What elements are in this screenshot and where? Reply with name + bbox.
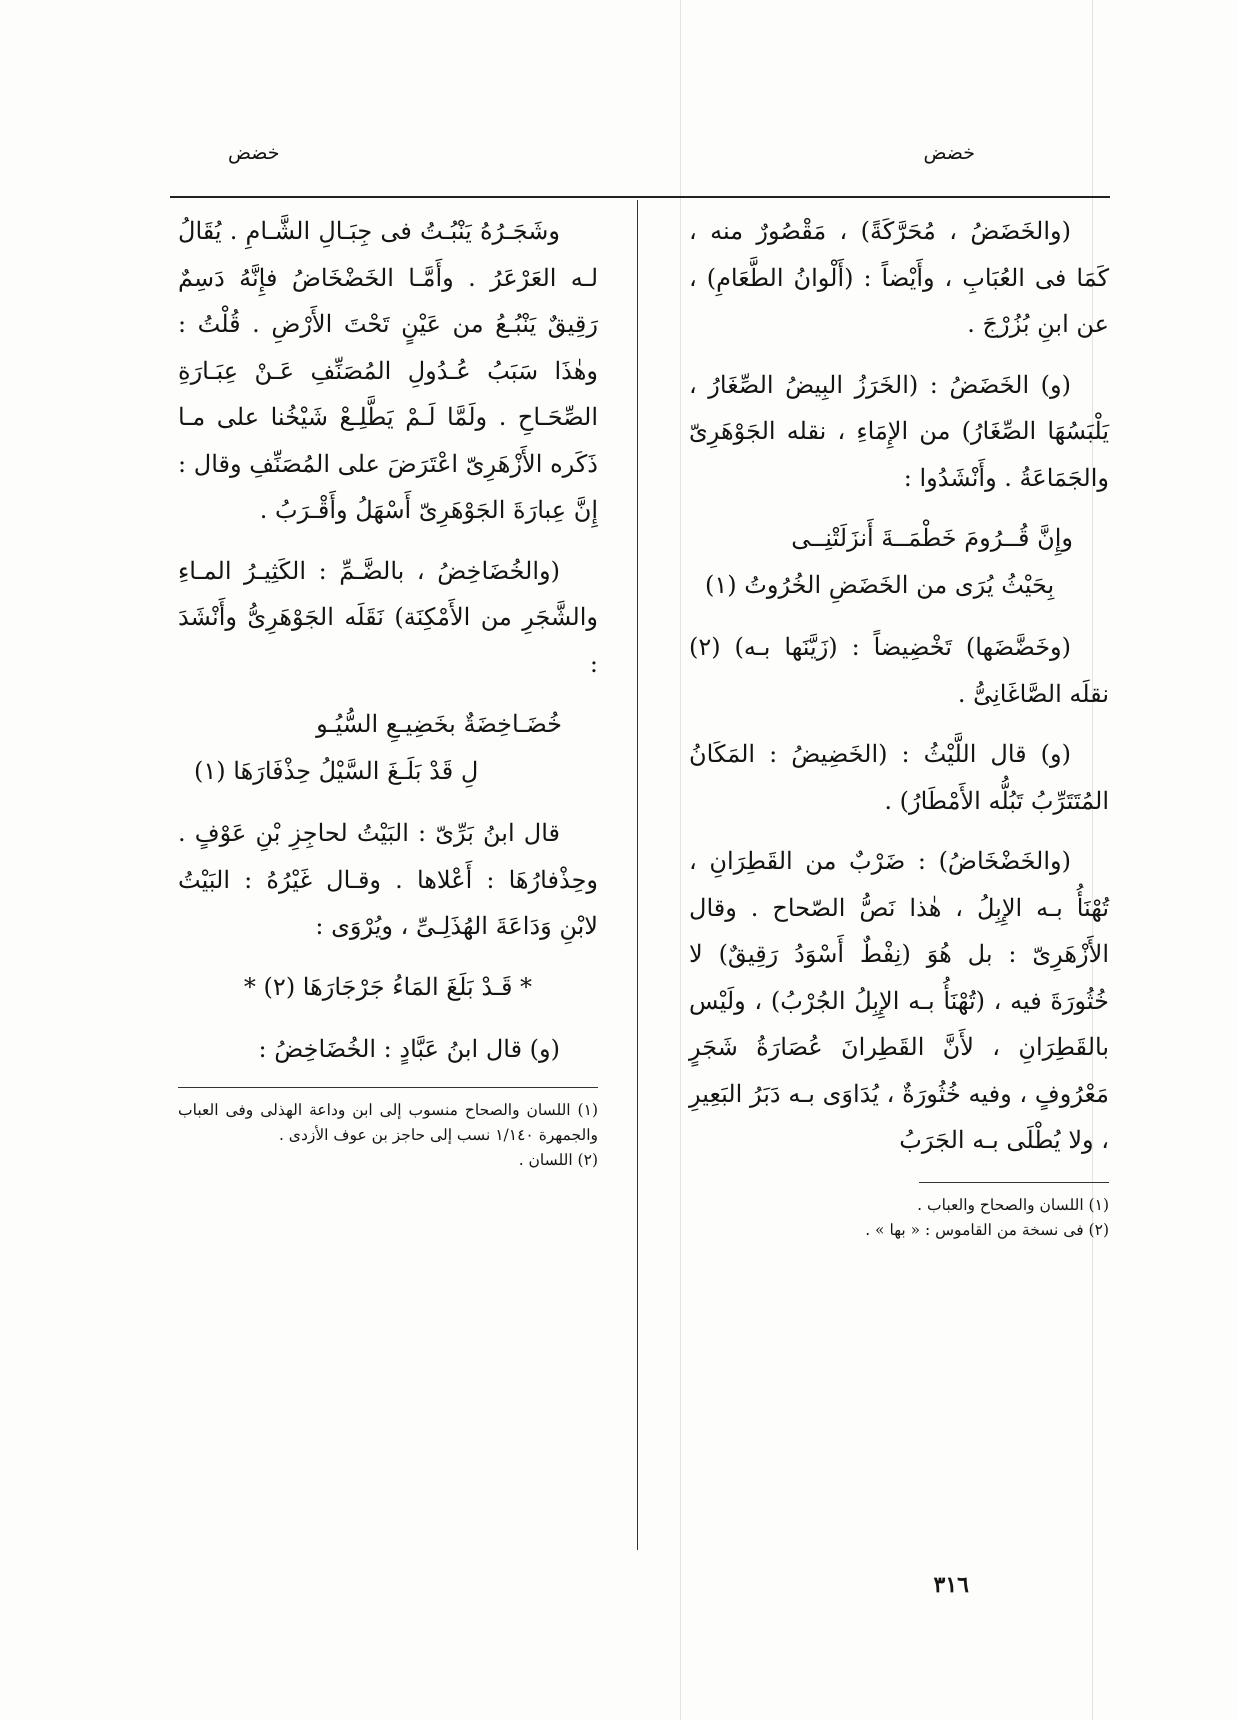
header-rule — [170, 196, 1110, 198]
entry-paragraph: (و) الخَضَضُ : (الخَرَزُ البِيضُ الصِّغَارُ ، يَلْبَسُهَا الصِّغَارُ) من الإِمَاءِ ، نقله الجَوْهَرِىّ والجَمَاعَةُ . وأَنْشَدُوا : — [689, 370, 1109, 492]
footnote: (٢) فى نسخة من القاموس : « بها » . — [865, 1220, 1109, 1239]
left-column — [178, 208, 598, 1173]
verse-second-half: بِحَيْثُ يُرَى من الخَضَضِ الخُرُوتُ (١) — [705, 570, 1055, 599]
verse-second-half: لِ قَدْ بَلَـغَ السَّيْلُ حِذْفَارَهَا (١) — [194, 756, 479, 785]
entry-paragraph: (والخُضَاخِضُ ، بالضَّـمِّ : الكَثِيـرُ المـاءِ والشَّجَرِ من الأَمْكِنَة) نَقَلَه الجَوْهَرِىُّ وأَنْشَدَ : — [178, 556, 598, 678]
page-number: ٣١٦ — [933, 1572, 969, 1598]
entry-paragraph: قال ابنُ بَرِّىّ : البَيْتُ لحاجِزِ بْنِ عَوْفٍ . وحِذْفارُهَا : أَعْلاها . وقـال غَيْرُهُ : البَيْتُ لابْنِ وَدَاعَةَ الهُذَلِـىِّ ، ويُرْوَى : — [178, 819, 598, 940]
entry-paragraph: (والخَضْخَاضُ) : ضَرْبٌ من القَطِرَانِ ، تُهْنَأُ بـه الإِبِلُ ، هٰذا نَصُّ الصّحاح . وقال الأَزْهَرِىّ : بل هُوَ (نِفْطٌ أَسْوَدُ رَقِيقٌ) لا خُثُورَةَ فيه ، (تُهْنَأُ بـه الإِبِلُ الجُرْبُ) ، ولَيْس بالقَطِرَانِ ، لأَنَّ القَطِرانَ عُصَارَةُ شَجَرٍ مَعْرُوفٍ ، وفيه خُثُورَةٌ ، يُدَاوَى بـه دَبَرُ البَعِيرِ ، ولا يُطْلَى بـه الجَرَبُ — [689, 847, 1109, 1154]
scan-artifact-line — [680, 0, 681, 1720]
poetry-verse — [689, 515, 1109, 608]
entry-paragraph: (والخَضَضُ ، مُحَرَّكَةً) ، مَقْصُورٌ منه ، كَمَا فى العُبَابِ ، وأَيْضاً : (أَلْوانُ الطَّعَامِ) ، عن ابنِ بُزُرْجَ . — [689, 217, 1109, 338]
footnote: (١) اللسان والصحاح والعباب . — [917, 1195, 1109, 1214]
entry-paragraph: (و) قال اللَّيْثُ : (الخَضِيضُ : المَكَانُ المُتَتَرِّبُ تَبُلُّه الأَمْطَارُ) . — [689, 740, 1109, 815]
entry-paragraph: (و) قال ابنُ عَبَّادٍ : الخُضَاخِضُ : — [258, 1035, 560, 1063]
footnote-rule — [919, 1182, 1109, 1183]
running-head-left: خضض — [228, 142, 280, 164]
running-head-right: خضض — [923, 142, 975, 164]
footnote: (١) اللسان والصحاح منسوب إلى ابن وداعة الهذلى وفى العباب والجمهرة ١/١٤٠ نسب إلى حاجز بن عوف الأزدى . — [178, 1100, 598, 1144]
verse-first-half: خُضَـاخِضَةٌ بخَضِيـعِ السُّيُـو — [316, 710, 562, 738]
entry-paragraph: (وخَضَّضَها) تَخْضِيضاً : (زَيَّنَها بـه) (٢) نقلَه الصَّاغَانِىُّ . — [689, 633, 1109, 708]
column-divider — [637, 200, 638, 1550]
verse-fragment: * قَـدْ بَلَغَ المَاءُ جَرْجَارَهَا (٢) * — [243, 972, 533, 1001]
footnotes — [178, 1087, 598, 1173]
footnote-rule — [178, 1087, 598, 1088]
footnote: (٢) اللسان . — [518, 1150, 598, 1169]
poetry-verse — [178, 701, 598, 794]
verse-first-half: وإِنَّ قُــرُومَ خَطْمَــةَ أَنزَلَتْنِــى — [791, 524, 1073, 552]
right-column — [689, 208, 1109, 1243]
footnotes — [689, 1182, 1109, 1243]
entry-paragraph: وشَجَـرُهُ يَنْبُـتُ فى جِبَـالِ الشَّـامِ . يُقَالُ لـه العَرْعَرُ . وأَمَّـا الخَضْخَاضُ فإِنَّهُ دَسِمٌ رَقِيقٌ يَنْبُـعُ من عَيْنٍ تَحْتَ الأَرْضِ . قُلْتُ : وهٰذَا سَبَبُ عُـدُولِ المُصَنِّفِ عَـنْ عِبَـارَةِ الصِّحَـاحِ . ولَمَّا لَـمْ يَطَّلِـعْ شَيْخُنا على مـا ذَكَره الأَزْهَرِىّ اعْتَرَضَ على المُصَنِّفِ وقال : إِنَّ عِبارَةَ الجَوْهَرِىّ أَسْهَلُ وأَقْـرَبُ . — [178, 217, 598, 524]
